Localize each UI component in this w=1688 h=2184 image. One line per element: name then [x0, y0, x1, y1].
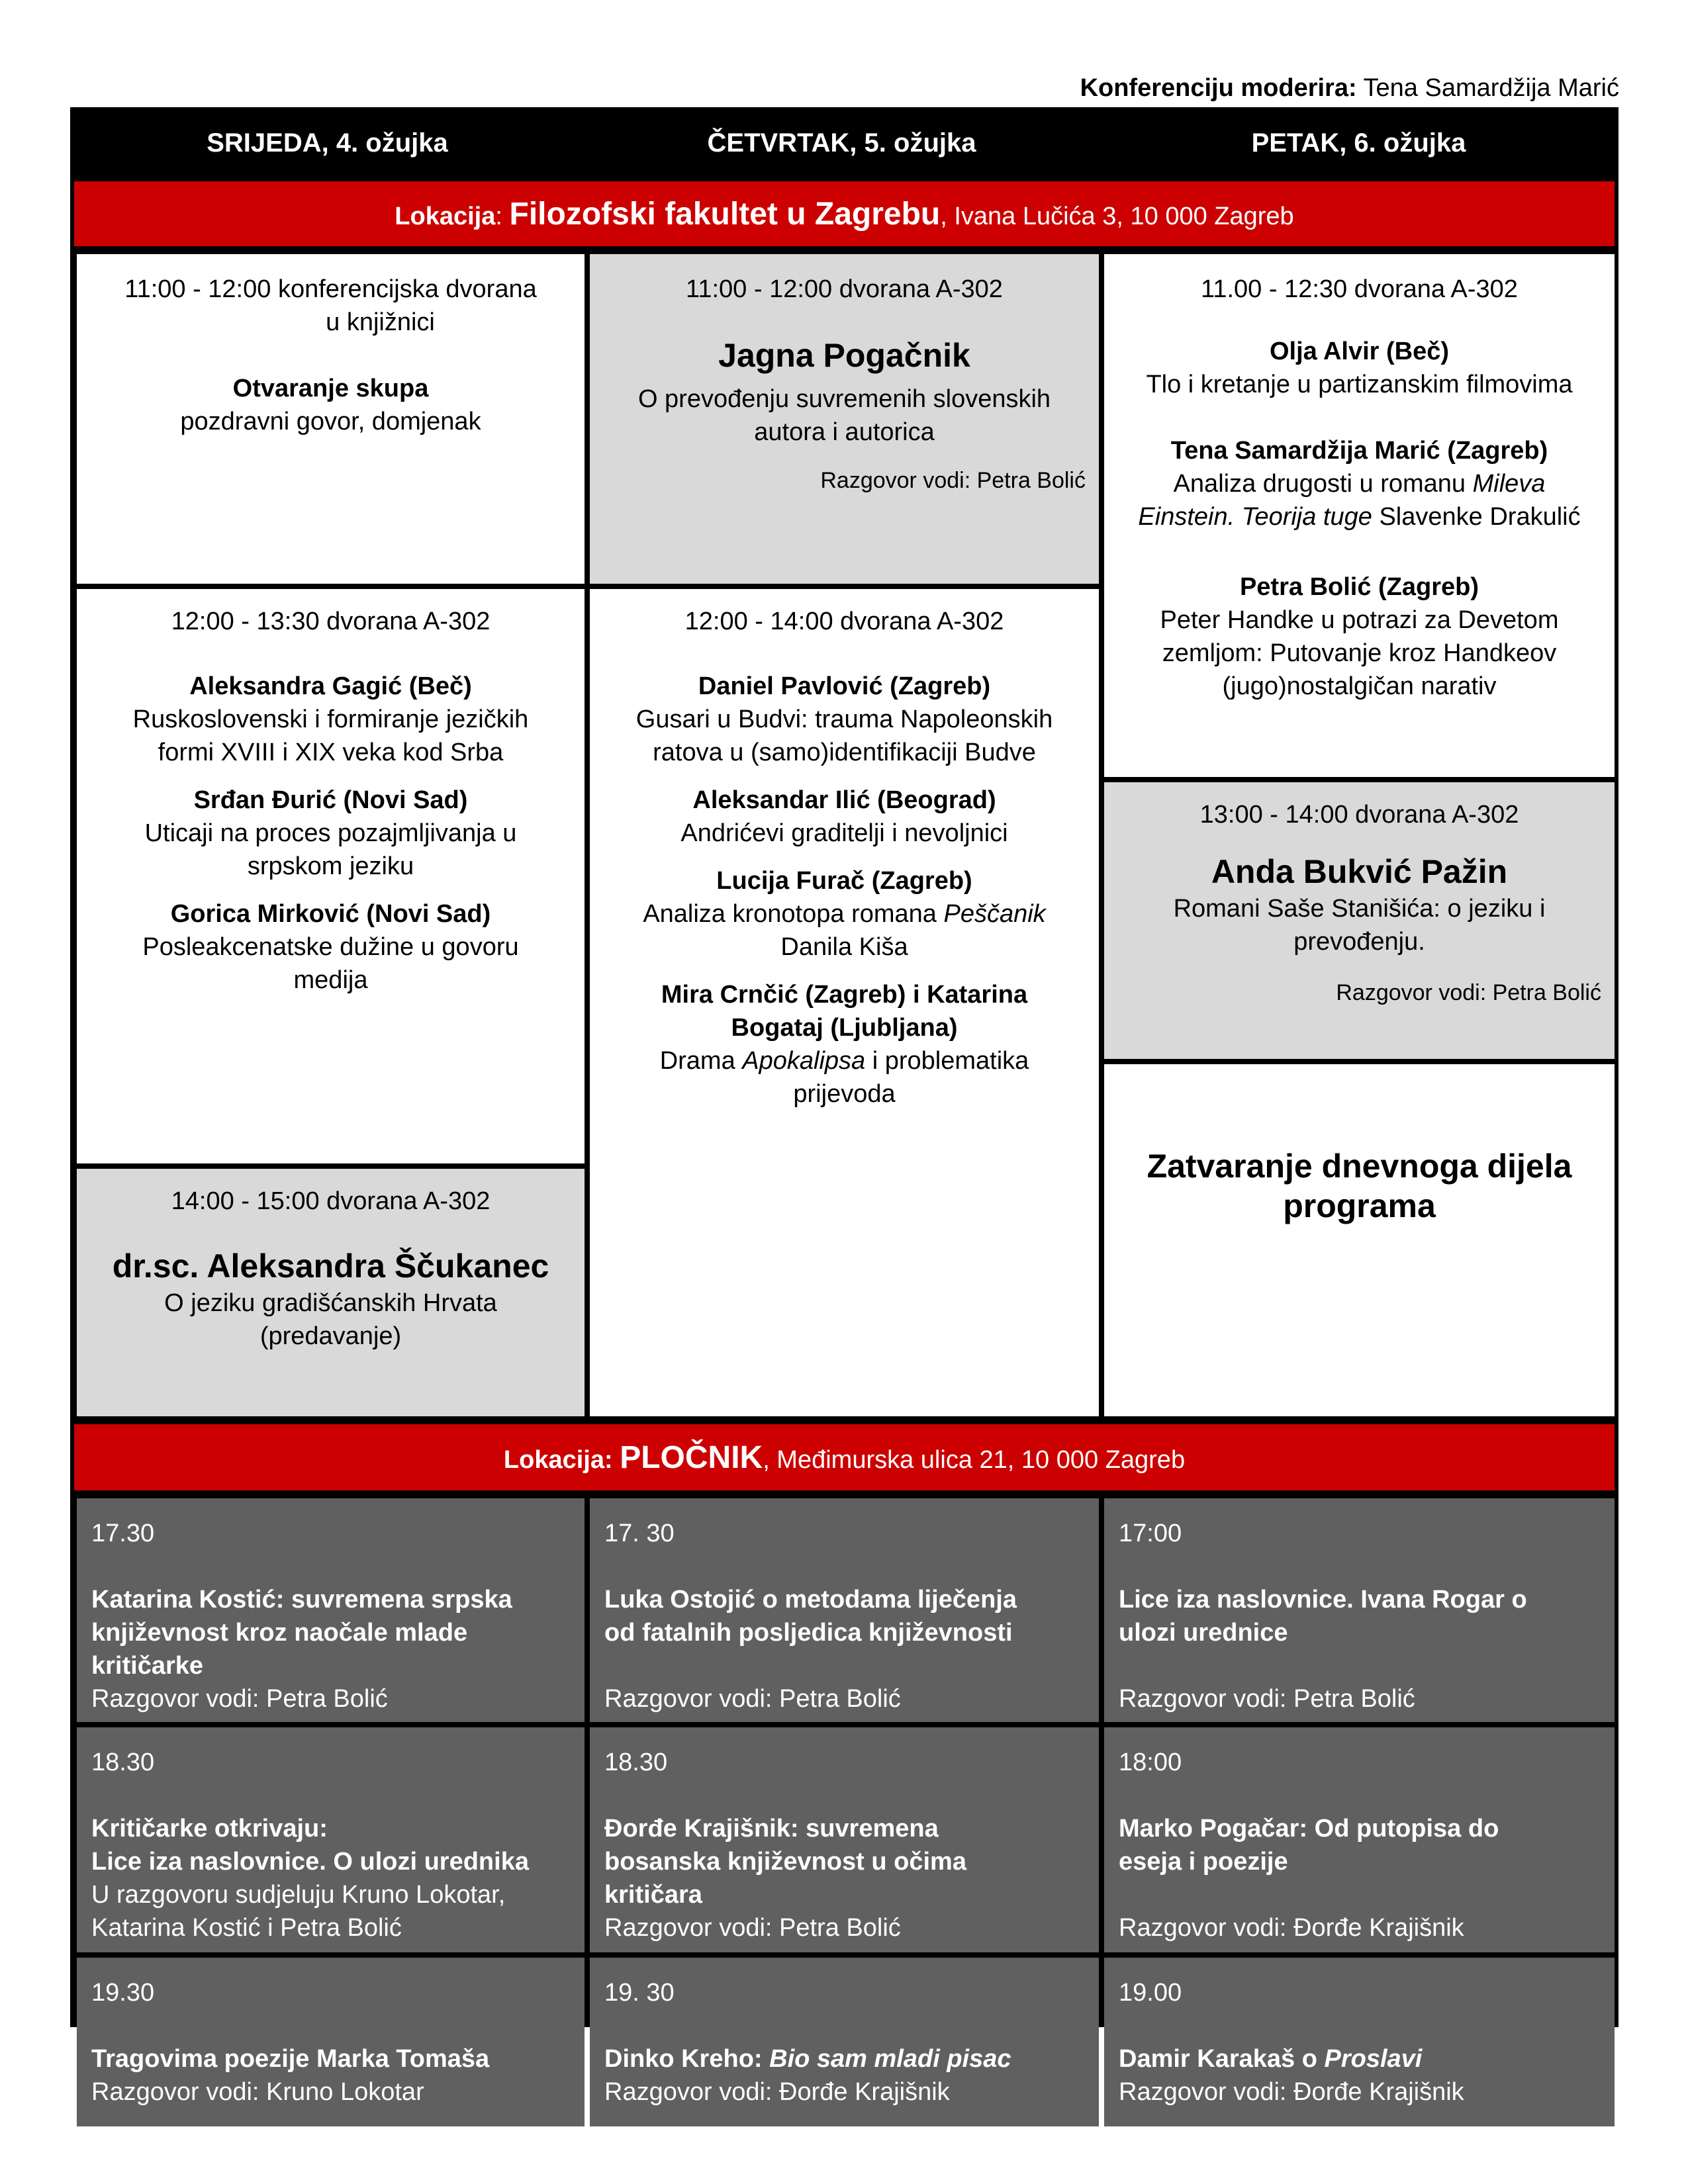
day-header-friday: PETAK, 6. ožujka — [1099, 107, 1618, 179]
session-time: 14:00 - 15:00 dvorana A-302 — [171, 1187, 491, 1215]
session-description-line: prevođenju. — [1293, 928, 1425, 956]
talk-title-italic: Einstein. Teorija tuge — [1138, 503, 1372, 531]
session-fri-morning — [1104, 254, 1615, 777]
session-time: 12:00 - 14:00 dvorana A-302 — [684, 608, 1004, 635]
event-title: Tragovima poezije Marka Tomaša — [91, 2045, 490, 2073]
event-moderator: Razgovor vodi: Đorđe Krajišnik — [1119, 1914, 1464, 1942]
session-room: u knjižnici — [326, 308, 435, 336]
talk-speaker: Aleksandra Gagić (Beč) — [189, 672, 472, 700]
event-title: od fatalnih posljedica književnosti — [604, 1619, 1013, 1647]
talk-title: prijevoda — [793, 1080, 896, 1108]
talk-title-part: Analiza kronotopa romana — [643, 900, 944, 928]
event-title: Katarina Kostić: suvremena srpska — [91, 1586, 512, 1614]
talk-title — [590, 897, 1099, 931]
session-speaker: dr.sc. Aleksandra Ščukanec — [112, 1248, 549, 1285]
evening-thu-1730 — [590, 1498, 1099, 1722]
session-description-line: (predavanje) — [259, 1322, 402, 1350]
session-moderator: Razgovor vodi: Petra Bolić — [1336, 980, 1601, 1005]
event-title-part: Dinko Kreho: — [604, 2045, 770, 2073]
talk-speaker: Mira Crnčić (Zagreb) i Katarina — [661, 981, 1028, 1009]
talk-title — [1104, 500, 1615, 533]
talk-speaker: Olja Alvir (Beč) — [1269, 338, 1449, 365]
event-time: 17:00 — [1119, 1520, 1182, 1547]
talk-title-part: Slavenke Drakulić — [1372, 503, 1581, 531]
event-time: 18.30 — [91, 1749, 155, 1776]
talk-title-part: Analiza drugosti u romanu — [1173, 470, 1473, 498]
location-separator: : — [495, 202, 502, 230]
session-time — [77, 273, 585, 306]
location-address: , Ivana Lučića 3, 10 000 Zagreb — [940, 202, 1294, 230]
talk-title: Tlo i kretanje u partizanskim filmovima — [1146, 371, 1573, 398]
event-title: kritičarke — [91, 1652, 204, 1680]
session-fri-bukvic-pazin — [1104, 782, 1615, 1059]
location-label: Lokacija — [395, 202, 496, 230]
evening-fri-1900 — [1104, 1958, 1615, 2126]
location-address: , Međimurska ulica 21, 10 000 Zagreb — [763, 1445, 1186, 1474]
talk-title: Peter Handke u potrazi za Devetom — [1160, 606, 1559, 634]
talk-speaker: Srđan Đurić (Novi Sad) — [193, 786, 468, 814]
location-label: Lokacija: — [503, 1445, 613, 1474]
location-bar-plocnik — [74, 1424, 1615, 1490]
event-time: 19.30 — [91, 1979, 155, 2007]
session-thu-pogacnik — [590, 254, 1099, 584]
talk-title-italic: Peščanik — [943, 900, 1046, 928]
talk-title: Ruskoslovenski i formiranje jezičkih — [132, 705, 529, 733]
closing-title: programa — [1283, 1187, 1436, 1224]
session-speaker: Anda Bukvić Pažin — [1211, 853, 1508, 890]
event-time: 18.30 — [604, 1749, 668, 1776]
session-description-line: Romani Saše Stanišića: o jeziku i — [1173, 895, 1546, 923]
closing-title: Zatvaranje dnevnoga dijela — [1147, 1148, 1572, 1185]
session-description-line: autora i autorica — [754, 418, 935, 446]
talk-speaker: Aleksandar Ilić (Beograd) — [692, 786, 996, 814]
event-title: eseja i poezije — [1119, 1848, 1288, 1876]
event-title: književnost kroz naočale mlade — [91, 1619, 468, 1647]
location-venue: PLOČNIK — [620, 1439, 763, 1475]
talk-title: Gusari u Budvi: trauma Napoleonskih — [635, 705, 1053, 733]
day-header-wednesday: SRIJEDA, 4. ožujka — [70, 107, 585, 179]
event-title: Marko Pogačar: Od putopisa do — [1119, 1815, 1499, 1843]
evening-thu-1830 — [590, 1727, 1099, 1952]
talk-speaker: Lucija Furač (Zagreb) — [716, 867, 972, 895]
moderator-name: Tena Samardžija Marić — [1363, 74, 1619, 102]
session-fri-closing — [1104, 1064, 1615, 1416]
talk-title: ratova u (samo)identifikaciji Budve — [653, 739, 1036, 766]
session-time: 12:00 - 13:30 dvorana A-302 — [171, 608, 491, 635]
location-venue: Filozofski fakultet u Zagrebu — [509, 196, 941, 232]
talk-title: Uticaji na proces pozajmljivanja u — [144, 819, 517, 847]
event-time: 19. 30 — [604, 1979, 675, 2007]
session-wed-linguistics — [77, 589, 585, 1163]
event-moderator: Razgovor vodi: Petra Bolić — [91, 1685, 388, 1713]
talk-title — [1104, 467, 1615, 500]
event-title: kritičara — [604, 1881, 702, 1909]
evening-fri-1700 — [1104, 1498, 1615, 1722]
schedule-table — [70, 107, 1618, 2106]
talk-title: (jugo)nostalgičan narativ — [1222, 672, 1497, 700]
session-description-line: O jeziku gradišćanskih Hrvata — [164, 1289, 497, 1317]
talk-speaker: Gorica Mirković (Novi Sad) — [170, 900, 491, 928]
event-moderator: Razgovor vodi: Đorđe Krajišnik — [604, 2078, 950, 2106]
moderator-label: Konferenciju moderira: — [1080, 74, 1357, 102]
event-title-italic: Proslavi — [1324, 2045, 1423, 2073]
event-title: Kritičarke otkrivaju: — [91, 1815, 328, 1843]
talk-speaker: Bogataj (Ljubljana) — [731, 1014, 958, 1042]
evening-thu-1930 — [590, 1958, 1099, 2126]
event-time: 17.30 — [91, 1520, 155, 1547]
event-moderator: Razgovor vodi: Petra Bolić — [1119, 1685, 1415, 1713]
event-participants: Katarina Kostić i Petra Bolić — [91, 1914, 402, 1942]
event-title: bosanska književnost u očima — [604, 1848, 966, 1876]
talk-title: Andrićevi graditelji i nevoljnici — [680, 819, 1008, 847]
talk-speaker: Tena Samardžija Marić (Zagreb) — [1170, 437, 1548, 465]
day-header-thursday: ČETVRTAK, 5. ožujka — [585, 107, 1099, 179]
event-participants: U razgovoru sudjeluju Kruno Lokotar, — [91, 1881, 506, 1909]
event-title — [604, 2042, 1099, 2075]
session-description-line: O prevođenju suvremenih slovenskih — [637, 385, 1051, 413]
evening-wed-1930 — [77, 1958, 585, 2126]
session-time-line: 11:00 - 12:00 konferencijska dvorana — [124, 275, 537, 303]
talk-title-italic: Mileva — [1472, 470, 1546, 498]
event-title — [1119, 2042, 1615, 2075]
talk-title: srpskom jeziku — [247, 852, 414, 880]
event-title: Lice iza naslovnice. Ivana Rogar o — [1119, 1586, 1527, 1614]
session-thu-literature — [590, 589, 1099, 1416]
talk-title-italic: Apokalipsa — [742, 1047, 866, 1075]
event-moderator: Razgovor vodi: Kruno Lokotar — [91, 2078, 424, 2106]
talk-title — [590, 1044, 1099, 1077]
session-moderator: Razgovor vodi: Petra Bolić — [820, 468, 1086, 493]
event-title: ulozi urednice — [1119, 1619, 1288, 1647]
evening-fri-1800 — [1104, 1727, 1615, 1952]
session-wed-opening — [77, 254, 585, 584]
talk-title: formi XVIII i XIX veka kod Srba — [158, 739, 504, 766]
event-title: Lice iza naslovnice. O ulozi urednika — [91, 1848, 529, 1876]
talk-title: medija — [293, 966, 368, 994]
event-title-part: Damir Karakaš o — [1119, 2045, 1325, 2073]
talk-speaker: Daniel Pavlović (Zagreb) — [698, 672, 991, 700]
event-moderator: Razgovor vodi: Petra Bolić — [604, 1685, 901, 1713]
talk-title: Danila Kiša — [780, 933, 908, 961]
session-speaker: Jagna Pogačnik — [718, 337, 970, 374]
evening-wed-1730 — [77, 1498, 585, 1722]
event-time: 18:00 — [1119, 1749, 1182, 1776]
talk-title-part: Drama — [659, 1047, 743, 1075]
talk-speaker: Petra Bolić (Zagreb) — [1239, 573, 1479, 601]
talk-title-part: i problematika — [865, 1047, 1029, 1075]
event-moderator: Razgovor vodi: Đorđe Krajišnik — [1119, 2078, 1464, 2106]
evening-wed-1830 — [77, 1727, 585, 1952]
talk-title: zemljom: Putovanje kroz Handkeov — [1162, 639, 1557, 667]
talk-title: Posleakcenatske dužine u govoru — [142, 933, 519, 961]
event-title: Đorđe Krajišnik: suvremena — [604, 1815, 939, 1843]
conference-moderator — [1080, 74, 1619, 103]
session-time: 11.00 - 12:30 dvorana A-302 — [1201, 275, 1518, 303]
event-time: 19.00 — [1119, 1979, 1182, 2007]
event-time: 17. 30 — [604, 1520, 675, 1547]
session-time: 13:00 - 14:00 dvorana A-302 — [1199, 801, 1519, 829]
session-description: pozdravni govor, domjenak — [180, 408, 481, 435]
location-bar-faculty — [74, 181, 1615, 246]
event-title-italic: Bio sam mladi pisac — [769, 2045, 1011, 2073]
session-time: 11:00 - 12:00 dvorana A-302 — [686, 275, 1003, 303]
event-title: Luka Ostojić o metodama liječenja — [604, 1586, 1017, 1614]
session-wed-scukanec — [77, 1169, 585, 1416]
event-moderator: Razgovor vodi: Petra Bolić — [604, 1914, 901, 1942]
session-title: Otvaranje skupa — [232, 375, 429, 402]
